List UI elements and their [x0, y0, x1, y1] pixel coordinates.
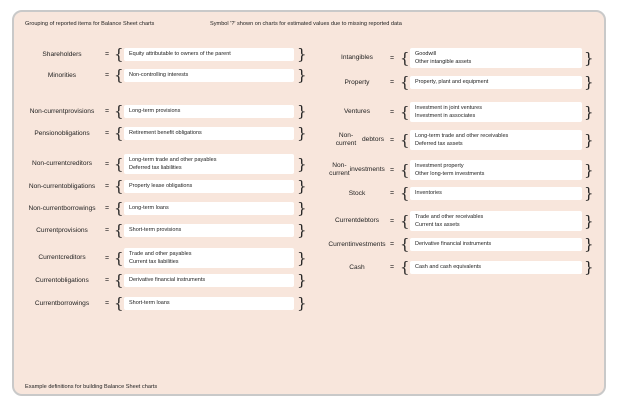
open-brace: { — [114, 294, 124, 312]
close-brace: } — [584, 258, 594, 276]
reported-item: Short-term provisions — [129, 227, 182, 234]
group-label — [26, 219, 98, 243]
group-label — [330, 182, 384, 206]
group-label-line: Shareholders — [42, 50, 82, 58]
group-label — [26, 122, 98, 146]
close-brace: } — [297, 45, 307, 63]
close-brace: } — [584, 160, 594, 179]
close-brace: } — [584, 184, 594, 202]
reported-item: Derivative financial instruments — [415, 241, 492, 248]
open-brace: { — [400, 130, 410, 149]
reported-items-box — [124, 180, 294, 193]
definition-row — [330, 71, 610, 95]
panel-heading: Grouping of reported items for Balance Sheet charts — [25, 21, 155, 27]
open-brace: { — [114, 154, 124, 173]
reported-item: Long-term trade and other receivables — [415, 132, 509, 139]
definition-row — [26, 197, 306, 221]
open-brace: { — [114, 45, 124, 63]
close-brace: } — [584, 73, 594, 91]
definition-row — [26, 175, 306, 199]
close-brace: } — [297, 221, 307, 239]
group-label-line: Non-current — [28, 204, 64, 212]
group-label — [26, 64, 98, 88]
group-label-line: Stock — [348, 189, 366, 197]
reported-item: Cash and cash equivalents — [415, 264, 482, 271]
open-brace: { — [114, 248, 124, 267]
open-brace: { — [400, 211, 410, 230]
reported-items-box — [410, 211, 582, 231]
group-label-line: Current — [328, 240, 351, 248]
open-brace: { — [114, 199, 124, 217]
equals-sign: = — [390, 264, 395, 271]
open-brace: { — [114, 102, 124, 120]
definition-row — [26, 122, 306, 146]
group-label-line: borrowings — [63, 204, 96, 212]
reported-item: Trade and other payables — [129, 250, 192, 257]
group-label — [330, 256, 384, 280]
close-brace: } — [297, 199, 307, 217]
equals-sign: = — [105, 227, 110, 234]
group-label-line: borrowings — [56, 299, 90, 307]
open-brace: { — [400, 102, 410, 121]
equals-sign: = — [105, 108, 110, 115]
reported-item: Property lease obligations — [129, 183, 193, 190]
group-label-line: Current — [34, 299, 57, 307]
reported-item: Other long-term investments — [415, 171, 485, 177]
group-label-line: investments — [350, 240, 386, 248]
group-label — [26, 175, 98, 199]
panel-footer: Example definitions for building Balance Sheet charts — [25, 384, 158, 390]
group-label-line: Non-current — [29, 107, 65, 115]
equals-sign: = — [390, 54, 395, 62]
open-brace: { — [400, 160, 410, 179]
close-brace: } — [584, 211, 594, 230]
reported-item: Long-term provisions — [129, 108, 181, 115]
open-brace: { — [114, 271, 124, 289]
close-brace: } — [297, 154, 307, 173]
reported-items-box — [410, 102, 582, 122]
group-label-line: obligations — [57, 276, 89, 284]
reported-items-box — [410, 130, 582, 150]
group-label-line: Pension — [34, 129, 59, 137]
group-label-line: Ventures — [343, 108, 371, 115]
group-label-line: investments — [349, 166, 385, 173]
group-label-line: Cash — [349, 263, 365, 271]
open-brace: { — [400, 235, 410, 253]
equals-sign: = — [390, 108, 395, 116]
reported-item: Other intangible assets — [415, 59, 472, 65]
group-label-line: provisions — [64, 107, 95, 115]
close-brace: } — [297, 248, 307, 267]
estimate-note: Symbol '?' shown on charts for estimated values due to missing reported data — [210, 21, 402, 27]
group-label — [330, 158, 384, 182]
equals-sign: = — [390, 166, 395, 174]
definition-row — [26, 246, 306, 270]
equals-sign: = — [390, 136, 395, 144]
reported-items-box — [124, 297, 294, 310]
reported-item: Long-term trade and other payables — [129, 156, 217, 163]
group-label — [330, 128, 384, 152]
reported-item: Investment in joint ventures — [415, 104, 482, 111]
group-label — [26, 269, 98, 293]
reported-items-box — [124, 248, 294, 268]
group-label — [26, 100, 98, 124]
reported-item: Deferred tax assets — [415, 141, 463, 147]
equals-sign: = — [105, 183, 110, 190]
definition-row — [26, 269, 306, 293]
group-label-line: Non-current — [329, 162, 350, 177]
reported-items-box — [410, 238, 582, 251]
close-brace: } — [297, 177, 307, 195]
open-brace: { — [114, 66, 124, 84]
definition-row — [26, 100, 306, 124]
group-label — [330, 233, 384, 257]
equals-sign: = — [105, 72, 110, 79]
close-brace: } — [584, 102, 594, 121]
definition-row — [330, 158, 610, 182]
group-label — [26, 152, 98, 176]
equals-sign: = — [105, 205, 110, 212]
group-label-line: Non-current — [335, 132, 357, 147]
group-label-line: debtors — [357, 217, 379, 224]
reported-items-box — [124, 274, 294, 287]
definition-row — [330, 182, 610, 206]
reported-items-box — [410, 76, 582, 89]
reported-item: Non-controlling interests — [129, 72, 189, 79]
group-label-line: obligations — [58, 129, 90, 137]
definition-row — [26, 64, 306, 88]
definitions-panel — [12, 10, 606, 396]
reported-item: Deferred tax liabilities — [129, 165, 182, 171]
close-brace: } — [584, 48, 594, 67]
close-brace: } — [297, 294, 307, 312]
definition-row — [26, 152, 306, 176]
equals-sign: = — [105, 160, 110, 168]
open-brace: { — [114, 124, 124, 142]
reported-items-box — [410, 48, 582, 68]
open-brace: { — [400, 184, 410, 202]
reported-items-box — [124, 154, 294, 174]
equals-sign: = — [105, 300, 110, 307]
close-brace: } — [584, 235, 594, 253]
reported-item: Equity attributable to owners of the parent — [129, 51, 231, 58]
group-label-line: Non-current — [31, 160, 67, 167]
group-label — [330, 71, 384, 95]
equals-sign: = — [105, 277, 110, 284]
reported-items-box — [124, 127, 294, 140]
group-label-line: Property — [344, 78, 370, 86]
equals-sign: = — [390, 79, 395, 86]
reported-items-box — [410, 160, 582, 180]
close-brace: } — [297, 102, 307, 120]
definition-row — [26, 219, 306, 243]
group-label — [330, 46, 384, 70]
reported-item: Trade and other receivables — [415, 213, 484, 220]
reported-item: Current tax liabilities — [129, 259, 179, 265]
open-brace: { — [400, 48, 410, 67]
definition-row — [26, 292, 306, 316]
open-brace: { — [114, 221, 124, 239]
equals-sign: = — [390, 241, 395, 248]
equals-sign: = — [105, 51, 110, 58]
equals-sign: = — [105, 130, 110, 137]
group-label-line: debtors — [362, 136, 384, 143]
group-label-line: creditors — [60, 254, 86, 261]
equals-sign: = — [105, 254, 110, 262]
equals-sign: = — [390, 217, 395, 225]
close-brace: } — [297, 66, 307, 84]
definition-row — [330, 128, 610, 152]
group-label-line: Current — [38, 254, 61, 261]
reported-item: Investment property — [415, 162, 464, 169]
group-label-line: Minorities — [47, 71, 77, 79]
open-brace: { — [400, 73, 410, 91]
reported-item: Inventories — [415, 190, 442, 197]
reported-item: Goodwill — [415, 50, 437, 57]
reported-item: Property, plant and equipment — [415, 79, 489, 86]
reported-items-box — [410, 261, 582, 274]
reported-item: Derivative financial instruments — [129, 277, 206, 284]
open-brace: { — [114, 177, 124, 195]
group-label-line: Non-current — [28, 182, 64, 190]
group-label-line: Intangibles — [341, 54, 373, 61]
reported-items-box — [124, 69, 294, 82]
reported-item: Current tax assets — [415, 222, 460, 228]
definition-row — [330, 233, 610, 257]
group-label-line: creditors — [66, 160, 93, 167]
open-brace: { — [400, 258, 410, 276]
definition-row — [330, 46, 610, 70]
group-label-line: Current — [36, 226, 59, 234]
close-brace: } — [297, 271, 307, 289]
reported-items-box — [124, 105, 294, 118]
close-brace: } — [584, 130, 594, 149]
reported-items-box — [124, 48, 294, 61]
group-label-line: provisions — [58, 226, 88, 234]
close-brace: } — [297, 124, 307, 142]
definition-row — [330, 256, 610, 280]
definition-row — [330, 209, 610, 233]
reported-item: Retirement benefit obligations — [129, 130, 202, 137]
reported-item: Short-term loans — [129, 300, 170, 307]
reported-item: Long-term loans — [129, 205, 169, 212]
group-label — [26, 246, 98, 270]
group-label — [330, 209, 384, 233]
equals-sign: = — [390, 190, 395, 197]
reported-items-box — [410, 187, 582, 200]
group-label-line: obligations — [63, 182, 96, 190]
group-label-line: Current — [335, 217, 357, 224]
group-label — [26, 197, 98, 221]
group-label — [26, 292, 98, 316]
reported-item: Investment in associates — [415, 113, 476, 119]
group-label-line: Current — [35, 276, 58, 284]
reported-items-box — [124, 202, 294, 215]
group-label — [330, 100, 384, 124]
definition-row — [330, 100, 610, 124]
reported-items-box — [124, 224, 294, 237]
